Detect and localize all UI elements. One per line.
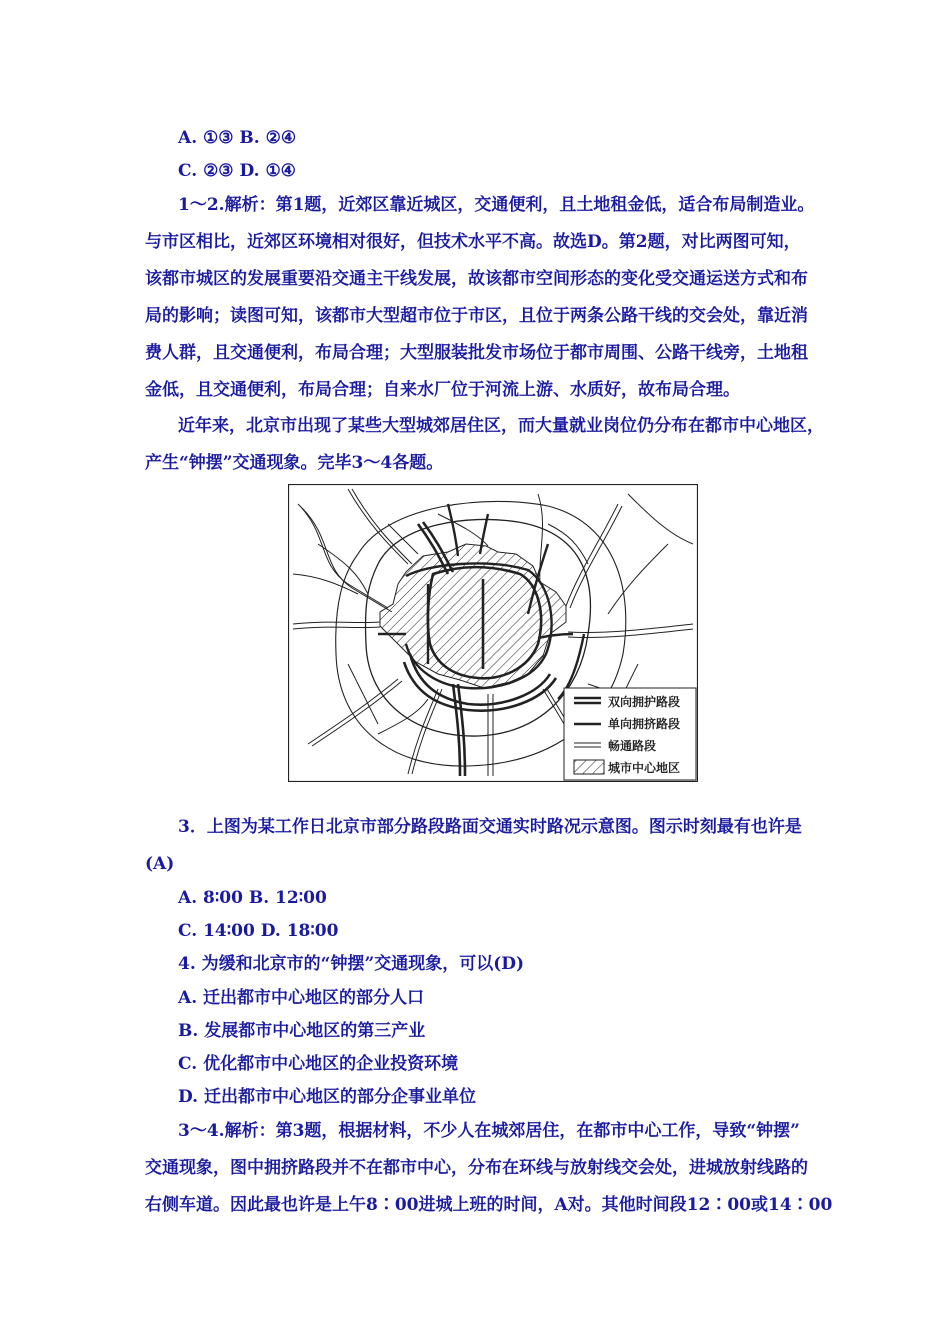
legend-smooth: 畅通路段 [608,739,657,753]
beijing-traffic-map [288,484,698,782]
analysis-1-2-line4: 局的影响；读图可知，该都市大型超市位于市区，且位于两条公路干线的交会处，靠近消 [145,306,808,326]
intro-3-4-line2: 产生“钟摆”交通现象。完毕3～4各题。 [145,453,444,473]
legend-one-way: 单向拥挤路段 [608,717,681,731]
legend-two-way: 双向拥护路段 [608,695,681,709]
intro-3-4-line1: 近年来，北京市出现了某些大型城郊居住区，而大量就业岗位仍分布在都市中心地区， [178,416,824,436]
q4-stem: 4. 为缓和北京市的“钟摆”交通现象，可以(D) [178,954,525,974]
analysis-1-2-line2: 与市区相比，近郊区环境相对很好，但技术水平不高。故选D。第2题，对比两图可知， [145,232,801,252]
q4-option-d: D. 迁出都市中心地区的部分企事业单位 [178,1087,476,1107]
q3-options-cd: C. 14∶00 D. 18∶00 [178,921,339,941]
analysis-3-4-line1: 3～4.解析：第3题，根据材料，不少人在城郊居住，在都市中心工作，导致“钟摆” [178,1121,800,1141]
analysis-3-4-line3: 右侧车道。因此最也许是上午8∶00进城上班的时间，A对。其他时间段12∶00或14∶00 [145,1195,833,1215]
q1-options-cd: C. ②③ D. ①④ [178,161,296,181]
q3-stem-line2: (A) [145,854,175,874]
map-legend [564,688,696,780]
q3-stem-line1: 3．上图为某工作日北京市部分路段路面交通实时路况示意图。图示时刻最有也许是 [178,817,802,837]
q3-options-ab: A. 8∶00 B. 12∶00 [178,888,327,908]
q4-option-a: A. 迁出都市中心地区的部分人口 [178,988,425,1008]
analysis-1-2-line6: 金低，且交通便利，布局合理；自来水厂位于河流上游、水质好，故布局合理。 [145,380,740,400]
q4-option-c: C. 优化都市中心地区的企业投资环境 [178,1054,459,1074]
legend-center: 城市中心地区 [608,761,681,775]
q1-options-ab: A. ①③ B. ②④ [178,128,297,148]
q4-option-b: B. 发展都市中心地区的第三产业 [178,1021,426,1041]
legend-center-symbol [574,760,604,774]
analysis-1-2-line3: 该都市城区的发展重要沿交通主干线发展，故该都市空间形态的变化受交通运送方式和布 [145,269,808,289]
analysis-1-2-line1: 1～2.解析：第1题，近郊区靠近城区，交通便利，且土地租金低，适合布局制造业。 [178,195,815,215]
analysis-3-4-line2: 交通现象，图中拥挤路段并不在都市中心，分布在环线与放射线交会处，进城放射线路的 [145,1158,808,1178]
analysis-1-2-line5: 费人群，且交通便利，布局合理；大型服装批发市场位于都市周围、公路干线旁，土地租 [145,343,808,363]
